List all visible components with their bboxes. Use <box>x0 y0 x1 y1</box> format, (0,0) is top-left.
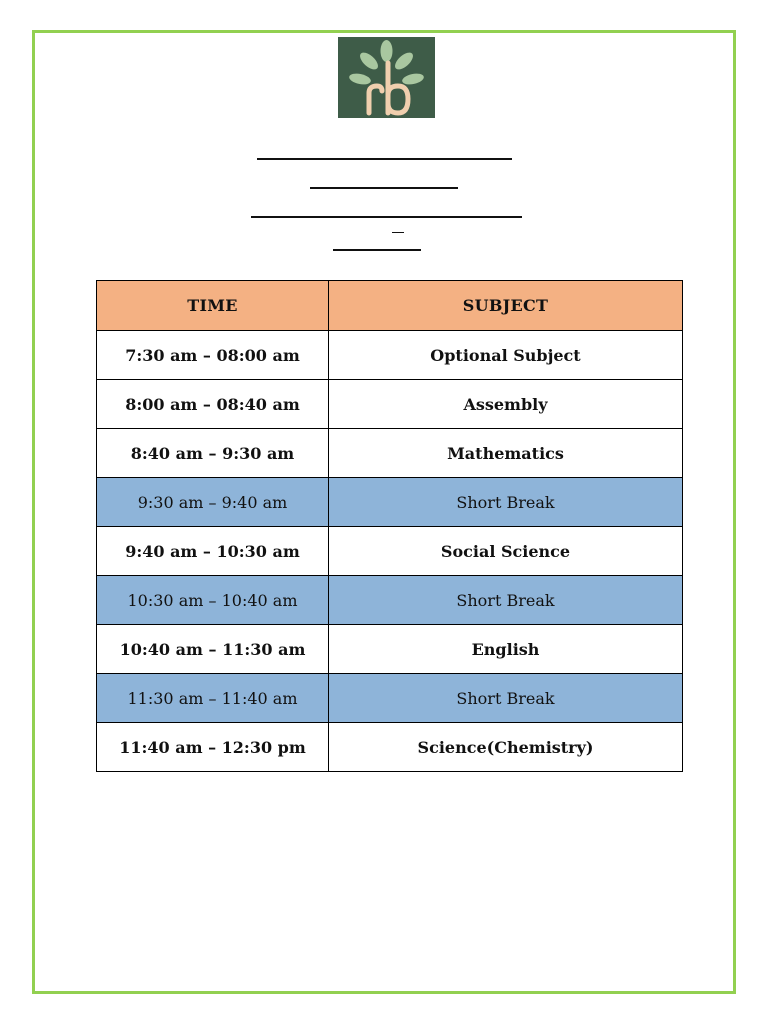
title-blank-line-3 <box>251 216 522 218</box>
title-blank-dash <box>392 232 404 233</box>
table-row <box>97 723 683 772</box>
table-header-row <box>97 281 683 331</box>
tree-logo-icon <box>338 37 435 118</box>
time-cell: 11:30 am – 11:40 am <box>97 674 329 723</box>
school-logo <box>338 37 435 118</box>
table-row <box>97 625 683 674</box>
table-row <box>97 576 683 625</box>
table-row <box>97 331 683 380</box>
time-cell: 7:30 am – 08:00 am <box>97 331 329 380</box>
table-row <box>97 674 683 723</box>
title-blank-line-1 <box>257 158 512 160</box>
table-row <box>97 429 683 478</box>
subject-cell: English <box>329 625 683 674</box>
subject-cell: Mathematics <box>329 429 683 478</box>
subject-cell: Short Break <box>329 478 683 527</box>
time-cell: 11:40 am – 12:30 pm <box>97 723 329 772</box>
time-cell: 9:40 am – 10:30 am <box>97 527 329 576</box>
title-blank-line-2 <box>310 187 458 189</box>
subject-cell: Science(Chemistry) <box>329 723 683 772</box>
header-subject: SUBJECT <box>329 281 683 331</box>
table-row <box>97 527 683 576</box>
subject-cell: Assembly <box>329 380 683 429</box>
time-cell: 8:00 am – 08:40 am <box>97 380 329 429</box>
time-cell: 9:30 am – 9:40 am <box>97 478 329 527</box>
subject-cell: Optional Subject <box>329 331 683 380</box>
title-blank-line-4 <box>333 249 421 251</box>
time-cell: 8:40 am – 9:30 am <box>97 429 329 478</box>
subject-cell: Short Break <box>329 576 683 625</box>
table-row <box>97 478 683 527</box>
time-cell: 10:30 am – 10:40 am <box>97 576 329 625</box>
schedule-body <box>97 331 683 772</box>
time-cell: 10:40 am – 11:30 am <box>97 625 329 674</box>
subject-cell: Short Break <box>329 674 683 723</box>
subject-cell: Social Science <box>329 527 683 576</box>
header-time: TIME <box>97 281 329 331</box>
exam-schedule-table <box>96 280 683 772</box>
table-row <box>97 380 683 429</box>
